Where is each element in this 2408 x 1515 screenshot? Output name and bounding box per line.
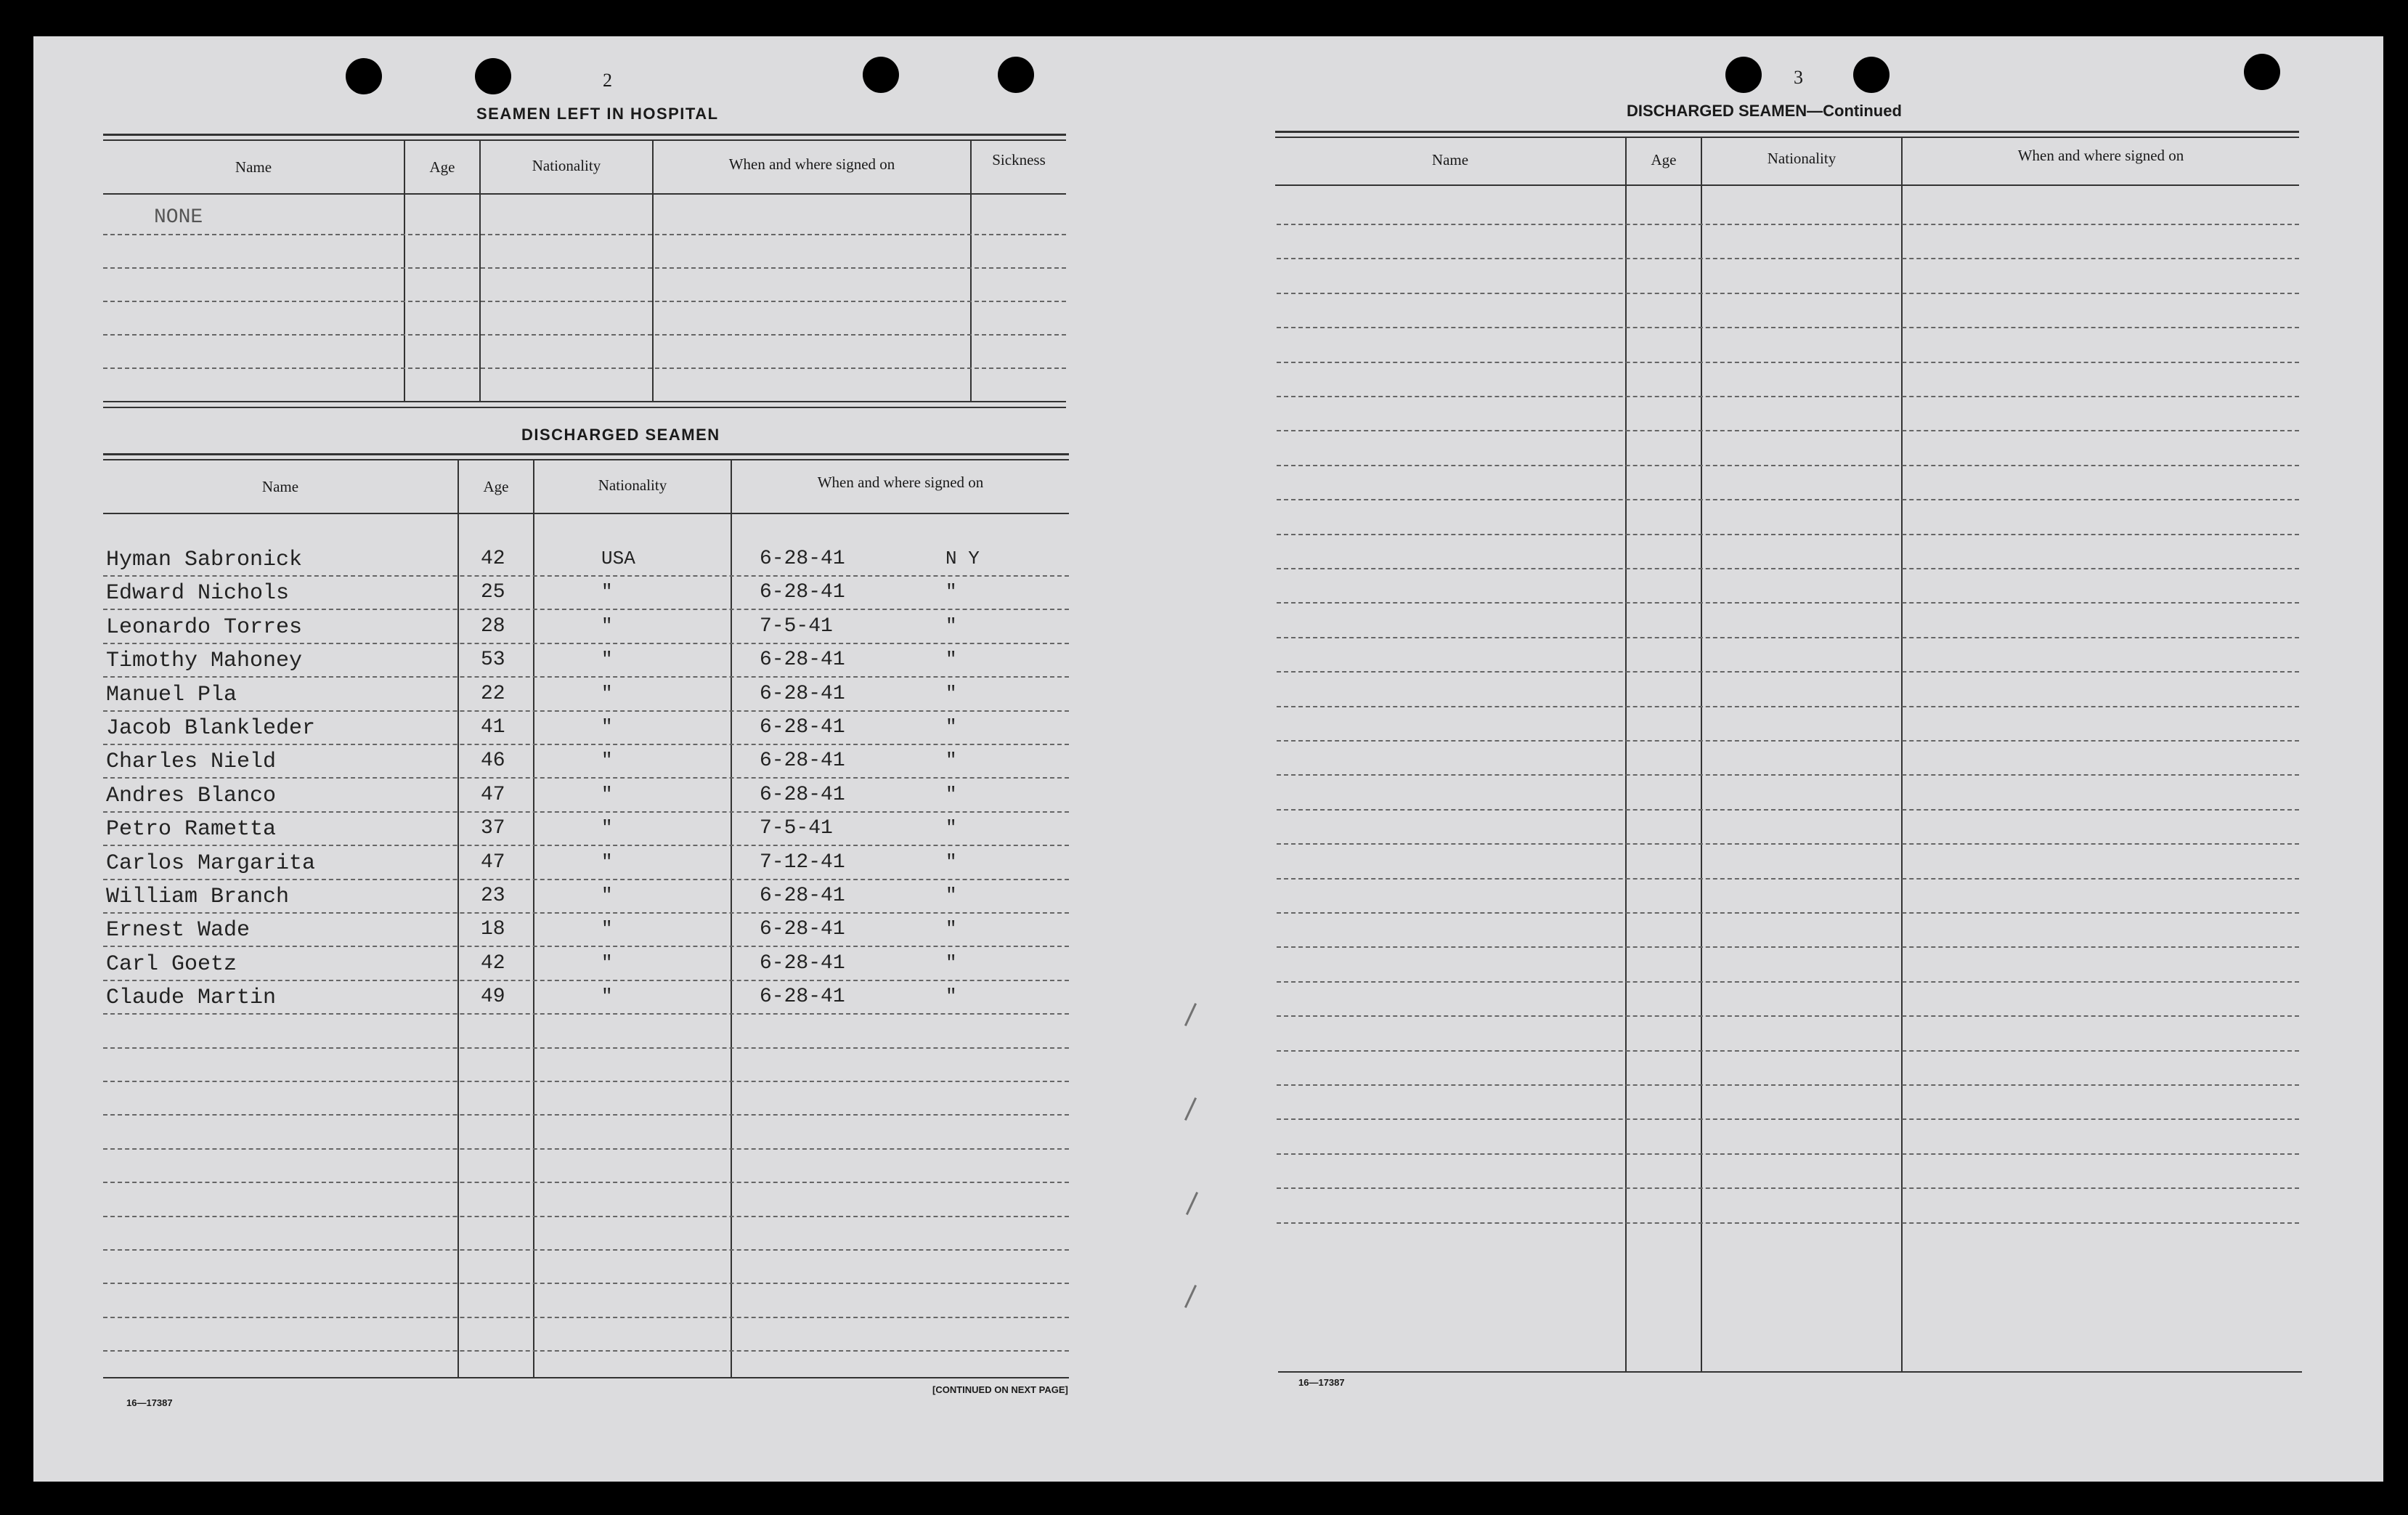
seaman-name: Hyman Sabronick bbox=[106, 548, 303, 572]
seaman-name: Edward Nichols bbox=[106, 581, 290, 606]
right-bottom-rule bbox=[1278, 1371, 2302, 1373]
ruled-line bbox=[1277, 843, 2299, 845]
ruled-line bbox=[1277, 912, 2299, 914]
punch-hole bbox=[475, 58, 511, 94]
column-divider bbox=[479, 141, 481, 401]
hospital-header-rule bbox=[103, 193, 1066, 195]
seaman-name: Manuel Pla bbox=[106, 682, 237, 707]
pencil-mark bbox=[1184, 1097, 1197, 1121]
seaman-nationality: " bbox=[601, 649, 613, 671]
discharged-section-title: DISCHARGED SEAMEN bbox=[521, 426, 720, 444]
seaman-name: William Branch bbox=[106, 885, 290, 909]
seaman-nationality: " bbox=[601, 986, 613, 1008]
seaman-signed-on-date: 6-28-41 bbox=[760, 986, 845, 1009]
seaman-nationality: " bbox=[601, 716, 613, 738]
ruled-line bbox=[1277, 568, 2299, 569]
punch-hole bbox=[2244, 54, 2280, 90]
seaman-age: 49 bbox=[481, 986, 505, 1009]
seaman-age: 18 bbox=[481, 918, 505, 941]
ruled-line bbox=[1277, 258, 2299, 259]
seaman-name: Carlos Margarita bbox=[106, 850, 316, 876]
seaman-name: Carl Goetz bbox=[106, 951, 237, 977]
document-sheet bbox=[33, 36, 2383, 1482]
column-header-age: Age bbox=[1651, 151, 1677, 168]
seaman-signed-on-date: 6-28-41 bbox=[760, 682, 845, 705]
punch-hole bbox=[1853, 57, 1890, 93]
seaman-age: 53 bbox=[481, 649, 505, 672]
punch-hole bbox=[863, 57, 899, 93]
ruled-line bbox=[1277, 671, 2299, 673]
column-divider bbox=[1701, 138, 1702, 1371]
ruled-line bbox=[1277, 774, 2299, 776]
column-divider bbox=[533, 460, 534, 1377]
seaman-age: 22 bbox=[481, 682, 505, 705]
pencil-mark bbox=[1184, 1285, 1197, 1308]
seaman-signed-on-place: " bbox=[945, 649, 957, 671]
seaman-signed-on-place: " bbox=[945, 986, 957, 1008]
column-header-nationality: Nationality bbox=[598, 476, 667, 494]
column-header-name: Name bbox=[1431, 151, 1469, 168]
seaman-nationality: " bbox=[601, 581, 613, 604]
ruled-line bbox=[103, 609, 1069, 610]
seaman-age: 37 bbox=[481, 817, 505, 840]
ruled-line bbox=[1277, 602, 2299, 604]
seaman-nationality: " bbox=[601, 817, 613, 840]
seaman-name: Andres Blanco bbox=[106, 783, 277, 808]
ruled-line bbox=[103, 879, 1069, 880]
ruled-line bbox=[103, 845, 1069, 846]
seaman-nationality: " bbox=[601, 850, 613, 873]
seaman-nationality: " bbox=[601, 885, 613, 906]
ruled-line bbox=[103, 1249, 1069, 1251]
column-divider bbox=[404, 141, 405, 401]
seaman-signed-on-place: " bbox=[945, 614, 957, 637]
column-header-signed-on: When and where signed on bbox=[817, 474, 984, 491]
seaman-age: 25 bbox=[481, 581, 505, 604]
column-divider bbox=[652, 141, 654, 401]
pencil-mark bbox=[1186, 1192, 1198, 1215]
ruled-line bbox=[103, 777, 1069, 779]
seaman-signed-on-date: 6-28-41 bbox=[760, 918, 845, 941]
ruled-line bbox=[103, 334, 1066, 336]
ruled-line bbox=[103, 811, 1069, 813]
ruled-line bbox=[103, 912, 1069, 914]
seaman-name: Leonardo Torres bbox=[106, 614, 303, 640]
hospital-top-rule bbox=[103, 134, 1066, 136]
column-divider bbox=[457, 460, 459, 1377]
continued-note: [CONTINUED ON NEXT PAGE] bbox=[932, 1384, 1068, 1395]
seaman-age: 23 bbox=[481, 885, 505, 907]
ruled-line bbox=[1277, 499, 2299, 500]
seaman-signed-on-date: 6-28-41 bbox=[760, 750, 845, 773]
punch-hole bbox=[1725, 57, 1762, 93]
ruled-line bbox=[1277, 981, 2299, 983]
seaman-age: 42 bbox=[481, 951, 505, 975]
ruled-line bbox=[103, 1216, 1069, 1217]
column-divider bbox=[970, 141, 972, 401]
ruled-line bbox=[103, 301, 1066, 302]
seaman-signed-on-date: 6-28-41 bbox=[760, 716, 845, 739]
right-header-rule bbox=[1275, 184, 2299, 186]
ruled-line bbox=[1277, 327, 2299, 328]
ruled-line bbox=[1277, 1187, 2299, 1189]
ruled-line bbox=[103, 980, 1069, 981]
hospital-entry-none: NONE bbox=[154, 206, 203, 229]
ruled-line bbox=[1277, 362, 2299, 363]
ruled-line bbox=[1277, 465, 2299, 466]
hospital-bottom-rule bbox=[103, 407, 1066, 408]
ruled-line bbox=[103, 1283, 1069, 1284]
hospital-section-title: SEAMEN LEFT IN HOSPITAL bbox=[476, 105, 719, 123]
seaman-signed-on-date: 6-28-41 bbox=[760, 885, 845, 907]
seaman-signed-on-place: " bbox=[945, 581, 957, 604]
ruled-line bbox=[1277, 1050, 2299, 1052]
ruled-line bbox=[1277, 1153, 2299, 1155]
column-header-age: Age bbox=[483, 478, 509, 495]
ruled-line bbox=[103, 1047, 1069, 1049]
ruled-line bbox=[103, 710, 1069, 712]
seaman-nationality: " bbox=[601, 750, 613, 772]
seaman-nationality: " bbox=[601, 918, 613, 941]
ruled-line bbox=[1277, 1222, 2299, 1224]
discharged-continued-title-text: DISCHARGED SEAMEN bbox=[1627, 102, 1807, 120]
seaman-nationality: " bbox=[601, 682, 613, 704]
seaman-signed-on-place: N Y bbox=[945, 548, 980, 569]
seaman-signed-on-place: " bbox=[945, 885, 957, 906]
form-number-left: 16—17387 bbox=[126, 1397, 173, 1408]
column-header-name: Name bbox=[235, 158, 272, 176]
page-number-left: 2 bbox=[603, 70, 612, 91]
column-divider bbox=[1625, 138, 1627, 1371]
seaman-signed-on-place: " bbox=[945, 783, 957, 805]
ruled-line bbox=[103, 1148, 1069, 1150]
ruled-line bbox=[1277, 1015, 2299, 1017]
seaman-signed-on-date: 6-28-41 bbox=[760, 581, 845, 604]
ruled-line bbox=[1277, 293, 2299, 294]
hospital-bottom-rule bbox=[103, 401, 1066, 402]
ruled-line bbox=[1277, 637, 2299, 638]
discharged-header-rule bbox=[103, 513, 1069, 514]
ruled-line bbox=[1277, 740, 2299, 742]
seaman-name: Timothy Mahoney bbox=[106, 649, 303, 674]
ruled-line bbox=[1277, 809, 2299, 811]
seaman-signed-on-place: " bbox=[945, 817, 957, 840]
seaman-signed-on-date: 7-5-41 bbox=[760, 614, 833, 638]
discharged-top-rule bbox=[103, 459, 1069, 460]
seaman-signed-on-date: 6-28-41 bbox=[760, 951, 845, 975]
seaman-signed-on-place: " bbox=[945, 716, 957, 738]
discharged-continued-title bbox=[1627, 102, 1902, 121]
ruled-line bbox=[103, 1317, 1069, 1318]
seaman-signed-on-date: 6-28-41 bbox=[760, 649, 845, 672]
column-header-nationality: Nationality bbox=[532, 157, 601, 174]
ruled-line bbox=[1277, 946, 2299, 948]
column-header-signed-on: When and where signed on bbox=[728, 155, 895, 173]
seaman-nationality: " bbox=[601, 783, 613, 805]
column-header-age: Age bbox=[429, 158, 455, 176]
ruled-line bbox=[103, 367, 1066, 369]
ruled-line bbox=[103, 1013, 1069, 1015]
column-header-nationality: Nationality bbox=[1767, 150, 1836, 167]
seaman-name: Petro Rametta bbox=[106, 817, 277, 842]
seaman-age: 47 bbox=[481, 850, 505, 874]
seaman-age: 47 bbox=[481, 783, 505, 806]
column-divider bbox=[731, 460, 732, 1377]
ruled-line bbox=[103, 744, 1069, 745]
seaman-name: Jacob Blankleder bbox=[106, 716, 316, 741]
ruled-line bbox=[1277, 224, 2299, 225]
ruled-line bbox=[103, 1182, 1069, 1183]
seaman-signed-on-place: " bbox=[945, 850, 957, 873]
seaman-signed-on-place: " bbox=[945, 750, 957, 772]
punch-hole bbox=[998, 57, 1034, 93]
seaman-name: Ernest Wade bbox=[106, 918, 251, 943]
ruled-line bbox=[1277, 534, 2299, 535]
ruled-line bbox=[1277, 878, 2299, 880]
ruled-line bbox=[103, 1350, 1069, 1352]
seaman-signed-on-date: 7-12-41 bbox=[760, 850, 845, 874]
ruled-line bbox=[103, 575, 1069, 577]
seaman-signed-on-date: 6-28-41 bbox=[760, 783, 845, 806]
column-header-sickness: Sickness bbox=[992, 151, 1046, 168]
seaman-signed-on-place: " bbox=[945, 918, 957, 941]
column-divider bbox=[1901, 138, 1903, 1371]
hospital-top-rule bbox=[103, 139, 1066, 141]
ruled-line bbox=[103, 234, 1066, 235]
ruled-line bbox=[103, 1081, 1069, 1082]
ruled-line bbox=[1277, 1084, 2299, 1086]
pencil-mark bbox=[1184, 1003, 1197, 1026]
column-header-signed-on: When and where signed on bbox=[2017, 147, 2184, 164]
seaman-name: Claude Martin bbox=[106, 986, 277, 1011]
seaman-signed-on-place: " bbox=[945, 682, 957, 704]
seaman-nationality: " bbox=[601, 614, 613, 637]
seaman-nationality: " bbox=[601, 951, 613, 974]
seaman-age: 28 bbox=[481, 614, 505, 638]
page-number-right: 3 bbox=[1794, 67, 1803, 88]
ruled-line bbox=[1277, 396, 2299, 397]
ruled-line bbox=[1277, 1118, 2299, 1120]
ruled-line bbox=[103, 643, 1069, 644]
seaman-name: Charles Nield bbox=[106, 750, 277, 775]
punch-hole bbox=[346, 58, 382, 94]
seaman-nationality: USA bbox=[601, 548, 635, 569]
form-number-right: 16—17387 bbox=[1298, 1377, 1345, 1388]
discharged-top-rule bbox=[103, 453, 1069, 455]
seaman-signed-on-date: 7-5-41 bbox=[760, 817, 833, 840]
seaman-age: 46 bbox=[481, 750, 505, 773]
seaman-signed-on-place: " bbox=[945, 951, 957, 974]
seaman-age: 41 bbox=[481, 716, 505, 739]
ruled-line bbox=[1277, 706, 2299, 707]
discharged-bottom-rule bbox=[103, 1377, 1069, 1378]
continued-suffix: —Continued bbox=[1807, 102, 1902, 120]
right-top-rule bbox=[1275, 131, 2299, 133]
ruled-line bbox=[103, 1114, 1069, 1116]
ruled-line bbox=[1277, 430, 2299, 431]
right-top-rule bbox=[1275, 137, 2299, 138]
ruled-line bbox=[103, 676, 1069, 678]
ruled-line bbox=[103, 946, 1069, 947]
seaman-signed-on-date: 6-28-41 bbox=[760, 548, 845, 570]
column-header-name: Name bbox=[261, 478, 299, 495]
seaman-age: 42 bbox=[481, 548, 505, 570]
ruled-line bbox=[103, 267, 1066, 269]
